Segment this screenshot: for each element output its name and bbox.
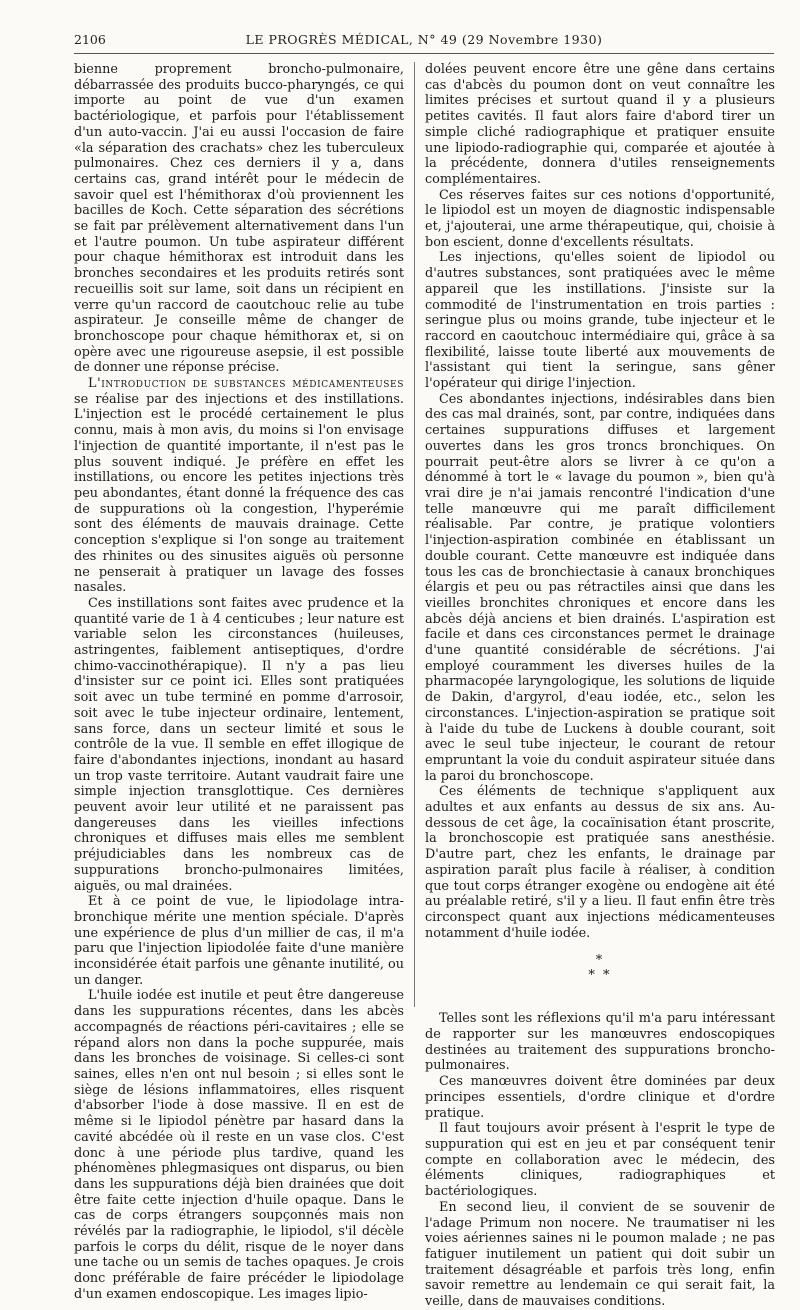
paragraph: Ces éléments de technique s'appliquent aux adultes et aux enfants au dessus de six ans. Au-dessous de cet âge, la cocaïnisation étant proscrite, la bronchoscopie est pratiquée sans anesthésie. D'autre part, chez les enfants, le drainage par aspiration paraît plus facile à réaliser, à condition que tout corps étranger exogène ou endogène ait été au préalable retiré, s'il y a lieu. Il faut enfin être très circonspect quant aux injections médicamenteuses notamment d'huile iodée.	[425, 784, 775, 941]
paragraph: Ces réserves faites sur ces notions d'opportunité, le lipiodol est un moyen de diagnostic indispensable et, j'ajouterai, une arme thérapeutique, qui, choisie à bon escient, donne d'excellents résultats.	[425, 187, 775, 250]
left-column	[74, 62, 404, 1302]
paragraph: Et à ce point de vue, le lipiodolage intra-bronchique mérite une mention spéciale. D'après une expérience de plus d'un millier de cas, il m'a paru que l'injection lipiodolée faite d'une manière inconsidérée était parfois une gênante inutilité, ou un danger.	[74, 894, 404, 988]
paragraph-text: se réalise par des injections et des instillations. L'injection est le procédé certainement le plus connu, mais à mon avis, du moins si l'on envisage l'injection de quantité importante, il n'est pas le plus souvent indiqué. Je préfère en effet les instillations, ou encore les petites injections très peu abondantes, étant donné la fréquence des cas de suppurations où la congestion, l'hyperémie sont des éléments de mauvais drainage. Cette conception s'explique si l'on songe au traitement des rhinites ou des sinusites aiguës où personne ne penserait à pratiquer un lavage des fosses nasales.	[74, 391, 404, 596]
section-separator: * * *	[588, 953, 612, 984]
paragraph: Ces abondantes injections, indésirables dans bien des cas mal drainés, sont, par contre, indiquées dans certaines suppurations diffuses et largement ouvertes dans les gros troncs bronchiques. On pourrait peut-être alors se livrer à ce qu'on a dénommé à tort le « lavage du poumon », bien qu'à vrai dire je n'ai jamais rencontré l'indication d'une telle manœuvre qui me paraît difficilement réalisable. Par contre, je pratique volontiers l'injection-aspiration combinée en établissant un double courant. Cette manœuvre est indiquée dans tous les cas de bronchiectasie à canaux bronchiques élargis et peu ou pas rétractiles ainsi que dans les vieilles bronchites chroniques et encore dans les abcès déjà anciens et bien drainés. L'aspiration est facile et dans ces circonstances permet le drainage d'une quantité considérable de sécrétions. J'ai employé couramment les diverses huiles de la pharmacopée laryngologique, les solutions de liquide de Dakin, d'argyrol, d'eau iodée, etc., selon les circonstances. L'injection-aspiration se pratique soit à l'aide du tube de Luckens à double courant, soit avec le seul tube injecteur, le courant de retour empruntant la voie du conduit aspirateur située dans la paroi du bronchoscope.	[425, 391, 775, 784]
paragraph: Ces manœuvres doivent être dominées par deux principes essentiels, d'ordre clinique et d'ordre pratique.	[425, 1074, 775, 1121]
paragraph: En second lieu, il convient de se souvenir de l'adage Primum non nocere. Ne traumatiser ni les voies aériennes saines ni le poumon malade ; ne pas fatiguer inutilement un patient qui doit subir un traitement désagréable et parfois très long, enfin savoir remettre au lendemain ce qui serait fait, la veille, dans de mauvaises conditions.	[425, 1199, 775, 1310]
column-divider	[414, 62, 415, 1007]
running-header	[74, 31, 774, 54]
paragraph: bienne proprement broncho-pulmonaire, débarrassée des produits bucco-pharyngés, ce qui importe au point de vue d'un examen bactériologique, et parfois pour l'établissement d'un auto-vaccin. J'ai eu aussi l'occasion de faire «la séparation des crachats» chez les tuberculeux pulmonaires. Chez ces derniers il y a, dans certains cas, grand intérêt pour le médecin de savoir quel est l'hémithorax d'où proviennent les bacilles de Koch. Cette séparation des sécrétions se fait par prélèvement alternativement dans l'un et l'autre poumon. Un tube aspirateur différent pour chaque hémithorax est introduit dans les bronches secondaires et les produits retirés sont recueillis soit sur lame, soit dans un récipient en verre qu'un raccord de caoutchouc relie au tube aspirateur. Je conseille même de changer de bronchoscope pour chaque hémithorax et, si on opère avec une rigoureuse asepsie, il est possible de donner une réponse précise.	[74, 62, 404, 376]
journal-title: LE PROGRÈS MÉDICAL, N° 49 (29 Novembre 1930)	[245, 32, 603, 47]
paragraph: Telles sont les réflexions qu'il m'a paru intéressant de rapporter sur les manœuvres endoscopiques destinées au traitement des suppurations broncho-pulmonaires.	[425, 1011, 775, 1074]
section-lead: L'introduction de substances médicamenteuses	[88, 376, 404, 392]
paragraph: Il faut toujours avoir présent à l'esprit le type de suppuration qui est en jeu et par conséquent tenir compte en collaboration avec le médecin, des éléments cliniques, radiographiques et bactériologiques.	[425, 1121, 775, 1200]
paragraph: Les injections, qu'elles soient de lipiodol ou d'autres substances, sont pratiquées avec le même appareil que les instillations. J'insiste sur la commodité de l'instrumentation en trois parties : seringue plus ou moins grande, tube injecteur et le raccord en caoutchouc intermédiaire qui, grâce à sa flexibilité, laisse toute liberté aux mouvements de l'assistant qui tient la seringue, sans gêner l'opérateur qui dirige l'injection.	[425, 250, 775, 392]
paragraph	[74, 376, 404, 596]
paragraph: dolées peuvent encore être une gêne dans certains cas d'abcès du poumon dont on veut connaître les limites précises et surtout quand il y a plusieurs petites cavités. Il faut alors faire d'abord tirer un simple cliché radiographique et pratiquer ensuite une lipiodo-radiographie qui, comparée et ajoutée à la précédente, donnera d'utiles renseignements complémentaires.	[425, 62, 775, 187]
paragraph: Ces instillations sont faites avec prudence et la quantité varie de 1 à 4 centicubes ; leur nature est variable selon les circonstances (huileuses, astringentes, faiblement antiseptiques, d'ordre chimo-vaccinothérapique). Il n'y a pas lieu d'insister sur ce point ici. Elles sont pratiquées soit avec un tube terminé en pomme d'arrosoir, soit avec le tube injecteur ordinaire, lentement, sans force, dans un secteur limité et sous le contrôle de la vue. Il semble en effet illogique de faire d'abondantes injections, inondant au hasard un trop vaste territoire. Autant vaudrait faire une simple injection transglottique. Ces dernières peuvent avoir leur utilité et ne paraissent pas dangereuses dans les vieilles infections chroniques et diffuses mais elles me semblent préjudiciables dans les nombreux cas de suppurations broncho-pulmonaires limitées, aiguës, ou mal drainées.	[74, 595, 404, 894]
right-column	[425, 62, 775, 1310]
page-number: 2106	[74, 32, 106, 47]
paragraph: L'huile iodée est inutile et peut être dangereuse dans les suppurations récentes, dans les abcès accompagnés de réactions péri-cavitaires ; elle se répand alors non dans la poche suppurée, mais dans les bronches de voisinage. Si celles-ci sont saines, elles n'en ont nul besoin ; si elles sont le siège de lésions inflammatoires, elles risquent d'absorber l'iode à dose massive. Il en est de même si le lipiodol pénètre par hasard dans la cavité abcédée où il reste en un vase clos. C'est donc à une période plus tardive, quand les phénomènes phlegmasiques ont disparus, ou bien dans les suppurations déjà bien drainées que doit être faite cette injection d'huile opaque. Dans le cas de corps étrangers soupçonnés mais non révélés par la radiographie, le lipiodol, s'il décèle parfois le corps du délit, risque de le noyer dans une tache ou un semis de taches opaques. Je crois donc préférable de faire précéder le lipiodolage d'un examen endoscopique. Les images lipio-	[74, 988, 404, 1302]
